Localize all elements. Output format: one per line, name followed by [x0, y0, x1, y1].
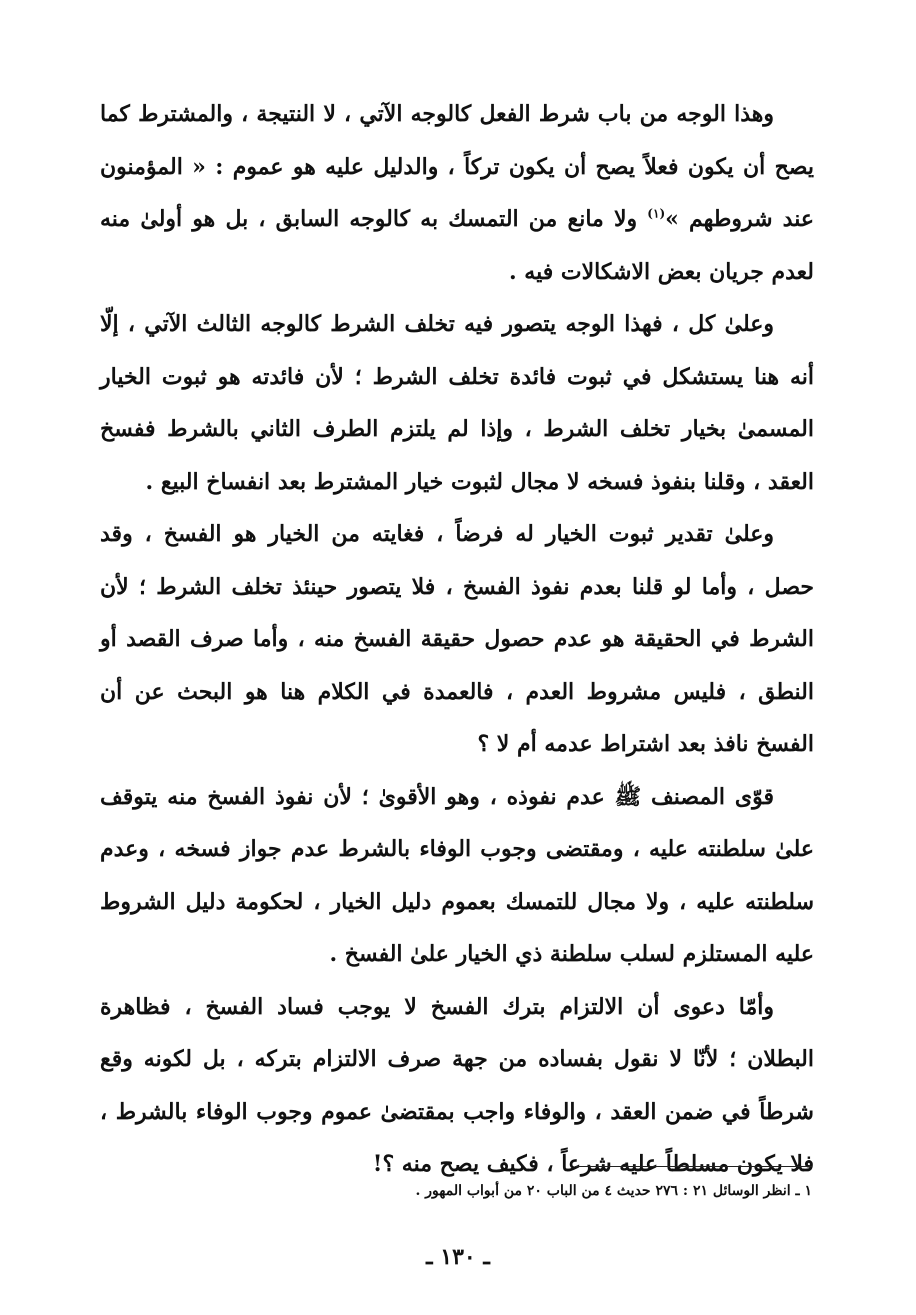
page-number: ـ ١٣٠ ـ: [426, 1244, 490, 1270]
paragraph-3: وعلىٰ تقدير ثبوت الخيار له فرضاً ، فغايته من الخيار هو الفسخ ، وقد حصل ، وأما لو قلنا بعدم نفوذ الفسخ ، فلا يتصور حينئذ تخلف الشرط ؛ لأن الشرط في الحقيقة هو عدم حصول حقيقة الفسخ منه ، وأما صرف القصد أو النطق ، فليس مشروط العدم ، فالعمدة في الكلام هنا هو البحث عن أن الفسخ نافذ بعد اشتراط عدمه أم لا ؟: [100, 521, 814, 757]
footnote-reference[interactable]: (١): [647, 206, 666, 221]
paragraph-4: قوّى المصنف ﷺ عدم نفوذه ، وهو الأقوىٰ ؛ لأن نفوذ الفسخ منه يتوقف علىٰ سلطنته عليه ، ومقتضى وجوب الوفاء بالشرط عدم جواز فسخه ، وعدم سلطنته عليه ، ولا مجال للتمسك بعموم دليل الخيار ، لحكومة دليل الشروط عليه المستلزم لسلب سلطنة ذي الخيار علىٰ الفسخ .: [100, 783, 814, 967]
paragraph-1: [100, 88, 814, 298]
paragraph-2: وعلىٰ كل ، فهذا الوجه يتصور فيه تخلف الشرط كالوجه الثالث الآتي ، إلّا أنه هنا يستشكل في ثبوت فائدة تخلف الشرط ؛ لأن فائدته هو ثبوت الخيار المسمىٰ بخيار تخلف الشرط ، وإذا لم يلتزم الطرف الثاني بالشرط ففسخ العقد ، وقلنا بنفوذ فسخه لا مجال لثبوت خيار المشترط بعد انفساخ البيع .: [100, 311, 814, 495]
footnote: ١ ـ انظر الوسائل ٢١ : ٢٧٦ حديث ٤ من الباب ٢٠ من أبواب المهور .: [415, 1183, 812, 1199]
paragraph-1-text: وهذا الوجه من باب شرط الفعل كالوجه الآتي ، لا النتيجة ، والمشترط كما يصح أن يكون فعلاً يصح أن يكون تركاً ، والدليل عليه هو عموم : « المؤمنون عند شروطهم »: [100, 101, 814, 232]
body-text: [100, 88, 814, 1191]
footnote-divider: [575, 1166, 812, 1167]
paragraph-5: وأمّا دعوى أن الالتزام بترك الفسخ لا يوجب فساد الفسخ ، فظاهرة البطلان ؛ لأنّا لا نقول بفساده من جهة صرف الالتزام بتركه ، بل لكونه وقع شرطاً في ضمن العقد ، والوفاء واجب بمقتضىٰ عموم وجوب الوفاء بالشرط ، فلا يكون مسلطاً عليه شرعاً ، فكيف يصح منه ؟!: [100, 993, 814, 1177]
paragraph-1-text-continued: ولا مانع من التمسك به كالوجه السابق ، بل هو أولىٰ منه لعدم جريان بعض الاشكالات فيه .: [100, 206, 814, 285]
